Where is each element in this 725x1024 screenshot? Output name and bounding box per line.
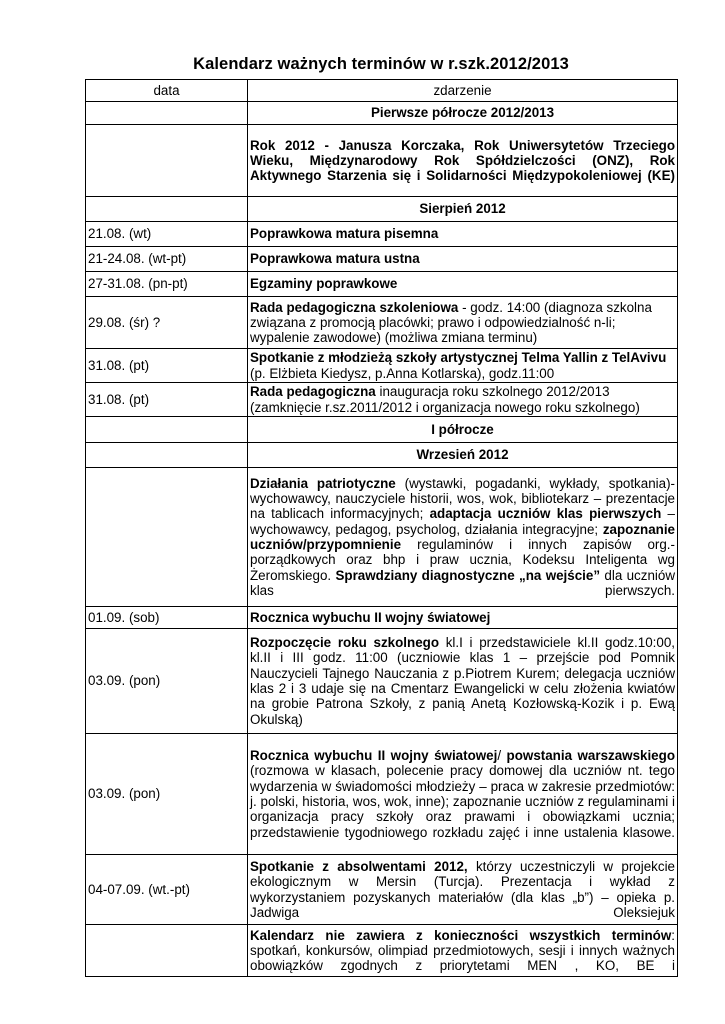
document-title: Kalendarz ważnych terminów w r.szk.2012/2013 <box>193 55 569 73</box>
event-cell: Rok 2012 - Janusza Korczaka, Rok Uniwersytetów Trzeciego Wieku, Międzynarodowy Rok Spółdzielczości (ONZ), Rok Aktywnego Starzenia się i Solidarności Międzypokoleniowej (KE) <box>248 125 678 197</box>
header-event: zdarzenie <box>248 80 678 102</box>
date-cell <box>86 197 248 222</box>
date-cell <box>86 468 248 607</box>
date-cell <box>86 417 248 443</box>
event-text: : spotkań, konkursów, olimpiad przedmiotowych, sesji i innych ważnych obowiązków zgodnych z priorytetami MEN , KO, BE i <box>250 927 675 974</box>
table-row <box>86 197 678 222</box>
event-cell <box>248 734 678 855</box>
event-cell: Poprawkowa matura pisemna <box>248 222 678 247</box>
date-cell <box>86 443 248 468</box>
table-row <box>86 349 678 383</box>
calendar-table <box>85 79 678 977</box>
date-cell <box>86 102 248 125</box>
table-row <box>86 383 678 417</box>
date-cell: 21-24.08. (wt-pt) <box>86 247 248 272</box>
table-row <box>86 925 678 977</box>
date-cell <box>86 925 248 977</box>
event-text: dla uczniów klas pierwszych. <box>250 567 675 598</box>
section-heading: Pierwsze półrocze 2012/2013 <box>248 102 678 125</box>
date-cell: 21.08. (wt) <box>86 222 248 247</box>
event-text: kl.I i przedstawiciele kl.II godz.10:00, kl.II i III godz. 11:00 (uczniowie klas 1 – przejście pod Pomnik Nauczycieli Tajnego Nauczania z p.Piotrem Kurem; delegacja uczniów klas 2 i 3 udaje się na Cmentarz Ewangelicki w celu złożenia kwiatów na grobie Patrona Szkoły, z panią Anetą Kozłowską-Kozik i p. Ewą Okulską) <box>250 635 675 727</box>
header-date: data <box>86 80 248 102</box>
event-bold: Rada pedagogiczna szkoleniowa <box>250 299 459 315</box>
table-row <box>86 272 678 297</box>
event-bold: Spotkanie z absolwentami 2012, <box>250 858 468 874</box>
event-cell: Rocznica wybuchu II wojny światowej <box>248 607 678 629</box>
date-cell: 01.09. (sob) <box>86 607 248 629</box>
event-cell: Egzaminy poprawkowe <box>248 272 678 297</box>
table-row <box>86 102 678 125</box>
event-bold: powstania warszawskiego <box>506 748 675 764</box>
date-cell: 03.09. (pon) <box>86 629 248 734</box>
date-cell: 04-07.09. (wt.-pt) <box>86 855 248 925</box>
event-text: regulaminów i innych zapisów org.-porządkowych oraz bhp i praw ucznia, Kodeksu Inteligenta wg Żeromskiego. <box>250 537 675 583</box>
date-cell: 31.08. (pt) <box>86 349 248 383</box>
event-text: (rozmowa w klasach, polecenie pracy domowej dla uczniów nt. tego wydarzenia w świadomości młodzieży – praca w zakresie przedmiotów: j. polski, historia, wos, wok, inne); zapoznanie uczniów z regulaminami i organizacja pracy szkoły oraz prawami i obowiązkami ucznia; przedstawienie tygodniowego rozkładu zajęć i inne ustalenia klasowe. <box>250 763 675 840</box>
event-bold: Rozpoczęcie roku szkolnego <box>250 635 440 651</box>
section-heading: I półrocze <box>248 417 678 443</box>
table-row <box>86 125 678 197</box>
event-cell <box>248 349 678 383</box>
table-row <box>86 629 678 734</box>
event-cell <box>248 297 678 349</box>
event-text: którzy uczestniczyli w projekcie ekologicznym w Mersin (Turcja). Prezentacja i wykład z wykorzystaniem pozyskanych materiałów (dla klas „b”) – opieka p. Jadwiga Oleksiejuk <box>250 858 675 920</box>
table-row <box>86 855 678 925</box>
table-row <box>86 417 678 443</box>
date-cell <box>86 125 248 197</box>
table-row <box>86 222 678 247</box>
event-bold: Sprawdziany diagnostyczne „na wejście” <box>335 567 601 583</box>
event-bold: Rada pedagogiczna <box>250 384 376 400</box>
event-cell <box>248 925 678 977</box>
event-bold: zapoznanie uczniów/przypomnienie <box>250 521 675 552</box>
event-bold: Kalendarz nie zawiera z konieczności wszystkich terminów <box>250 927 672 943</box>
event-cell <box>248 383 678 417</box>
table-row <box>86 247 678 272</box>
table-row <box>86 468 678 607</box>
event-bold: adaptacja uczniów klas pierwszych <box>429 506 662 522</box>
event-text: (p. Elżbieta Kiedysz, p.Anna Kotlarska), godz.11:00 <box>250 365 555 381</box>
section-heading: Wrzesień 2012 <box>248 443 678 468</box>
table-row <box>86 607 678 629</box>
event-text: / <box>497 748 507 764</box>
date-cell: 29.08. (śr) ? <box>86 297 248 349</box>
table-header-row <box>86 80 678 102</box>
event-cell <box>248 629 678 734</box>
event-text: – wychowawcy, pedagog, psycholog, działania integracyjne; <box>250 506 675 537</box>
date-cell: 31.08. (pt) <box>86 383 248 417</box>
event-bold: Rocznica wybuchu II wojny światowej <box>250 748 498 764</box>
date-cell: 03.09. (pon) <box>86 734 248 855</box>
event-text: - godz. 14:00 (diagnoza szkolna związana z promocją placówki; prawo i odpowiedzialność n-li; wypalenie zawodowe) (możliwa zmiana terminu) <box>250 299 652 346</box>
event-bold: Działania patriotyczne <box>250 475 396 491</box>
event-bold: Spotkanie z młodzieżą szkoły artystycznej Telma Yallin z TelAvivu <box>250 350 667 366</box>
table-row <box>86 734 678 855</box>
table-row <box>86 297 678 349</box>
event-cell: Poprawkowa matura ustna <box>248 247 678 272</box>
event-text: (wystawki, pogadanki, wykłady, spotkania)- wychowawcy, nauczyciele historii, wos, wok, bibliotekarz – prezentacje na tablicach informacyjnych; <box>250 475 675 522</box>
section-heading: Sierpień 2012 <box>248 197 678 222</box>
event-text: inauguracja roku szkolnego 2012/2013 (zamknięcie r.sz.2011/2012 i organizacja nowego roku szkolnego) <box>250 384 640 415</box>
table-row <box>86 443 678 468</box>
event-cell <box>248 468 678 607</box>
date-cell: 27-31.08. (pn-pt) <box>86 272 248 297</box>
event-cell <box>248 855 678 925</box>
